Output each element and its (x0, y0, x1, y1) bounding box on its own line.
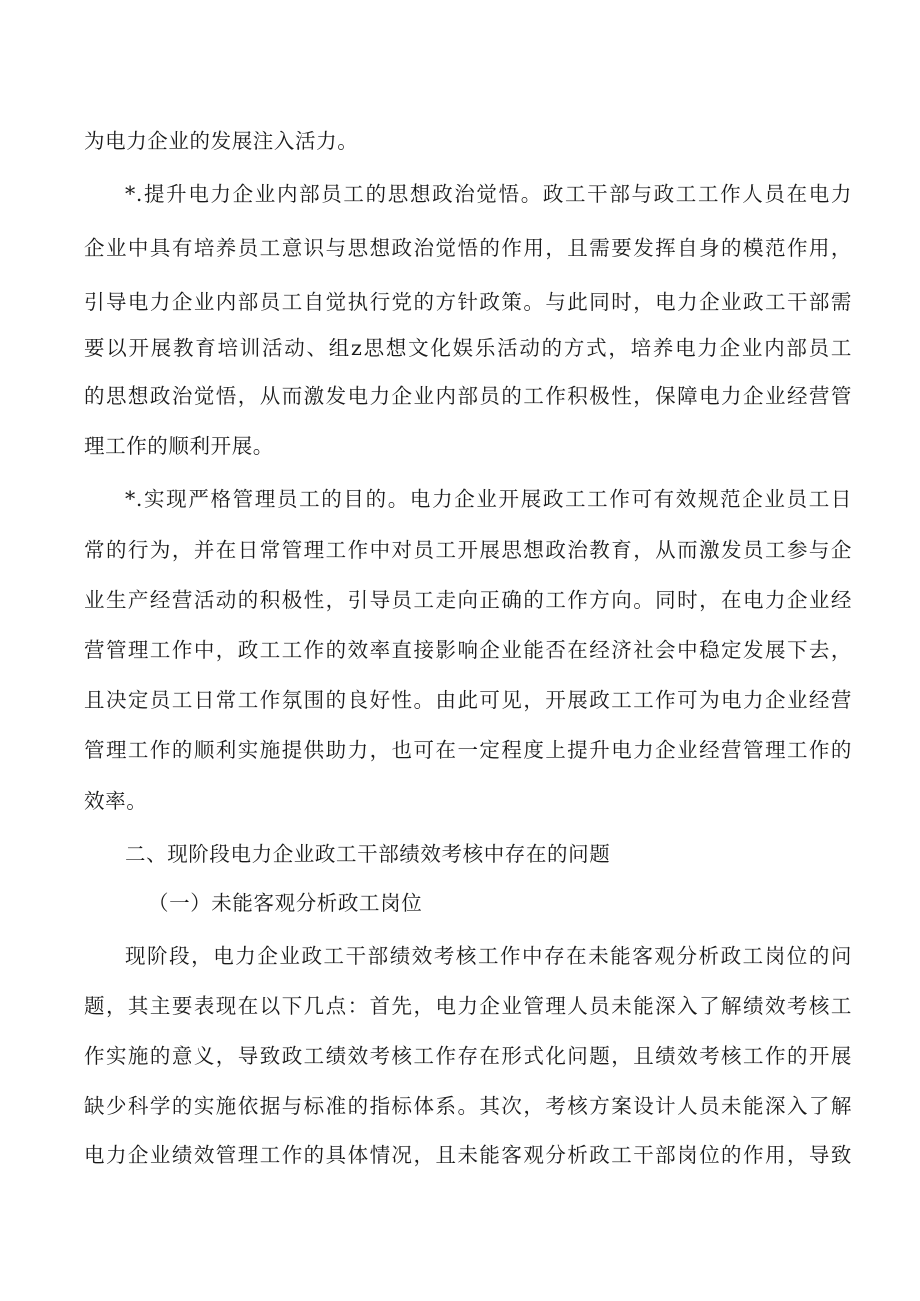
paragraph-line: 电力企业绩效管理工作的具体情况，且未能客观分析政工干部岗位的作用，导致 (84, 1143, 852, 1167)
paragraph-line: 缺少科学的实施依据与标准的指标体系。其次，考核方案设计人员未能深入了解 (84, 1094, 852, 1118)
section-heading: 二、现阶段电力企业政工干部绩效考核中存在的问题 (125, 842, 611, 866)
paragraph-line: 要以开展教育培训活动、组z思想文化娱乐活动的方式，培养电力企业内部员工 (84, 336, 852, 360)
paragraph-line: 效率。 (84, 789, 148, 813)
paragraph-line: 且决定员工日常工作氛围的良好性。由此可见，开展政工工作可为电力企业经营 (84, 688, 852, 712)
paragraph-line: 现阶段，电力企业政工干部绩效考核工作中存在未能客观分析政工岗位的问 (125, 944, 852, 968)
paragraph-line: 管理工作的顺利实施提供助力，也可在一定程度上提升电力企业经营管理工作的 (84, 738, 852, 762)
paragraph-line: 引导电力企业内部员工自觉执行党的方针政策。与此同时，电力企业政工干部需 (84, 290, 852, 314)
paragraph-line: 为电力企业的发展注入活力。 (84, 129, 359, 153)
paragraph-line: 题，其主要表现在以下几点：首先，电力企业管理人员未能深入了解绩效考核工 (84, 994, 852, 1018)
subsection-heading: （一）未能客观分析政工岗位 (148, 891, 423, 915)
paragraph-line: 常的行为，并在日常管理工作中对员工开展思想政治教育，从而激发员工参与企 (84, 538, 852, 562)
paragraph-line: 企业中具有培养员工意识与思想政治觉悟的作用，且需要发挥自身的模范作用， (84, 236, 852, 260)
paragraph-line: 理工作的顺利开展。 (84, 434, 274, 458)
paragraph-line: 作实施的意义，导致政工绩效考核工作存在形式化问题，且绩效考核工作的开展 (84, 1044, 852, 1068)
paragraph-line: 业生产经营活动的积极性，引导员工走向正确的工作方向。同时，在电力企业经 (84, 588, 852, 612)
paragraph-line: *.实现严格管理员工的目的。电力企业开展政工工作可有效规范企业员工日 (125, 487, 852, 511)
paragraph-line: 营管理工作中，政工工作的效率直接影响企业能否在经济社会中稳定发展下去， (84, 638, 852, 662)
paragraph-line: 的思想政治觉悟，从而激发电力企业内部员的工作积极性，保障电力企业经营管 (84, 384, 852, 408)
paragraph-line: *.提升电力企业内部员工的思想政治觉悟。政工干部与政工工作人员在电力 (125, 182, 852, 206)
